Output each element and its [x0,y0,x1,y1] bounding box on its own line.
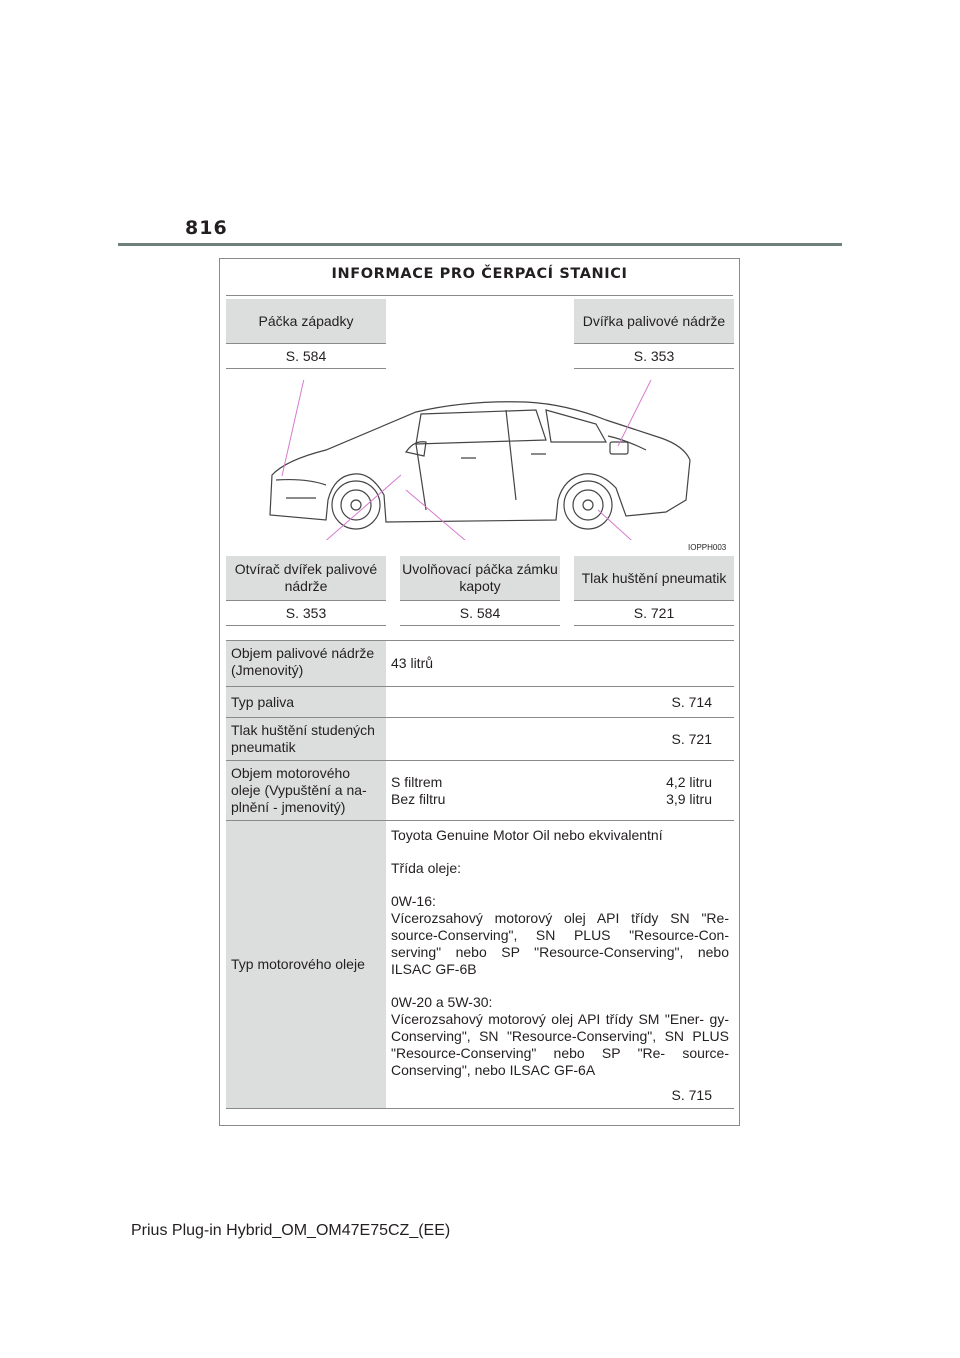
callout-ref: S. 584 [285,348,327,364]
row-key: Typ motorového oleje [226,821,386,1109]
row-key: Objem palivové nádrže (Jmenovitý) [226,641,386,687]
callout-fuel-door-opener [226,556,386,626]
front-wheel [332,481,380,529]
callout-ref: S. 721 [633,605,675,621]
row-ref: S. 721 [386,718,734,761]
row-key: Objem motorového oleje (Vypuštění a na- plnění - jmenovitý) [226,761,386,821]
row-value: 43 litrů [386,641,734,687]
callout-label: Dvířka palivové nádrže [574,299,734,343]
with-filter-value: 4,2 litru [666,773,712,790]
callout-ref: S. 353 [285,605,327,621]
grade2-text: Vícerozsahový motorový olej API třídy SM "Ener- gy-Conserving", SN "Resource-Conserving", SN PLUS "Resource-Conserving" nebo SP "Re- source-Conserving", nebo ILSAC GF-6A [391,1011,729,1078]
rear-wheel [564,481,612,529]
grade2-title: 0W-20 a 5W-30: [391,994,493,1010]
box-title: INFORMACE PRO ČERPACÍ STANICI [331,266,628,282]
car-illustration [266,380,706,540]
without-filter-label: Bez filtru [391,790,446,807]
image-code: IOPPH003 [688,543,727,552]
header-rule [118,243,842,246]
callout-ref: S. 353 [633,348,675,364]
callout-label: Páčka západky [226,299,386,343]
car-body-outline [270,402,690,522]
oil-type-ref: S. 715 [671,1087,712,1103]
callout-ref: S. 584 [459,605,501,621]
title-rule [226,295,733,296]
oil-type-line1: Toyota Genuine Motor Oil nebo ekvivalentní [391,827,663,843]
callout-label: Uvolňovací páčka zámku kapoty [400,556,560,600]
row-key: Tlak huštění studených pneumatik [226,718,386,761]
callout-label: Otvírač dvířek palivové nádrže [226,556,386,600]
callout-tire-pressure [574,556,734,626]
page-number: 816 [185,217,228,239]
callout-hood-release [400,556,560,626]
without-filter-value: 3,9 litru [666,790,712,807]
info-table [226,640,734,1109]
row-key: Typ paliva [226,687,386,718]
table-row [226,687,734,718]
grade1-title: 0W-16: [391,893,436,909]
callout-latch-lever [226,299,386,369]
page-footer: Prius Plug-in Hybrid_OM_OM47E75CZ_(EE) [131,1222,451,1239]
callout-fuel-door [574,299,734,369]
table-row [226,641,734,687]
row-ref: S. 714 [386,687,734,718]
table-row [226,718,734,761]
callout-label: Tlak huštění pneumatik [574,556,734,600]
table-row [226,761,734,821]
grade1-text: Vícerozsahový motorový olej API třídy SN "Re- source-Conserving", SN PLUS "Resource-Con- serving" nebo SP "Resource-Conserving", nebo ILSAC GF-6B [391,910,729,977]
table-row [226,821,734,1109]
with-filter-label: S filtrem [391,773,443,790]
oil-type-line2: Třída oleje: [391,860,462,876]
